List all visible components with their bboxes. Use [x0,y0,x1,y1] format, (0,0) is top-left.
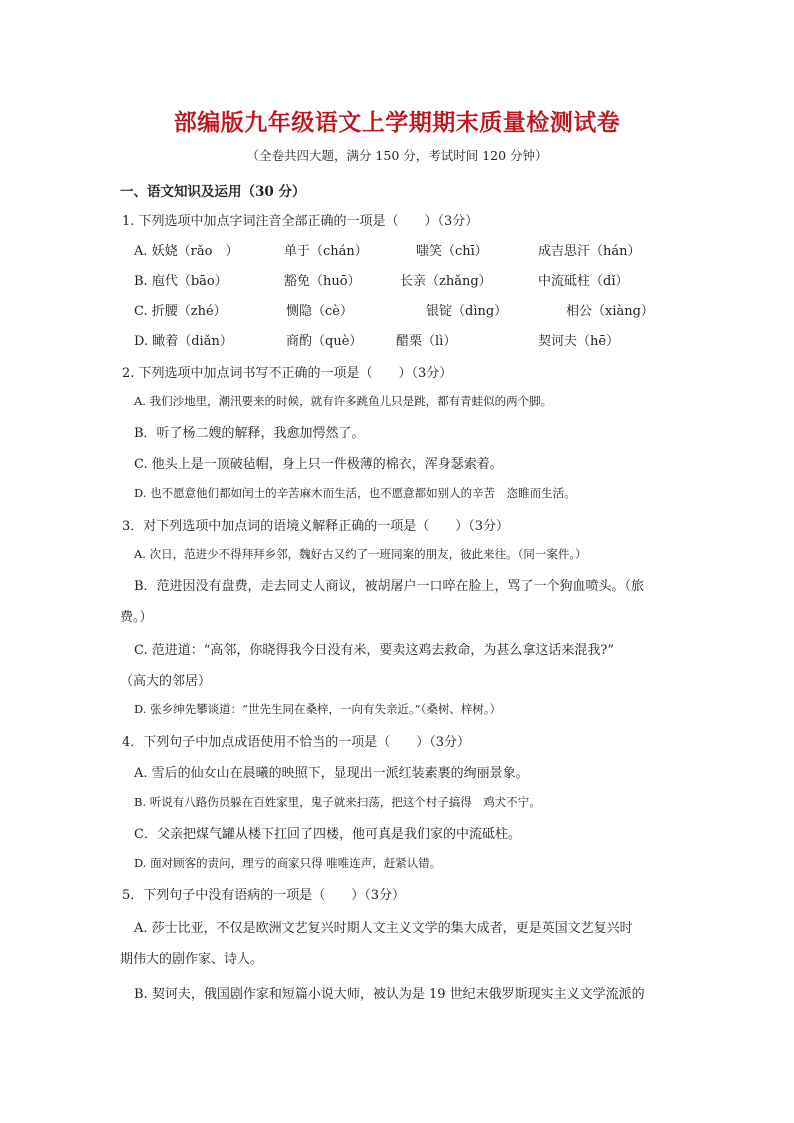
q2-option-a: A. 我们沙地里，潮汛要来的时候，就有许多跳鱼儿只是跳，都有青蛙似的两个脚。 [134,394,553,408]
q3-option-b-line2: 费。） [120,610,153,625]
q5-option-b-line1: B. 契诃夫，俄国剧作家和短篇小说大师，被认为是 19 世纪末俄罗斯现实主义文学流派的 [134,987,645,1002]
q1-b-2: 豁免（huō） [284,274,361,289]
q2-option-c: C. 他头上是一顶破毡帽，身上只一件极薄的棉衣，浑身瑟索着。 [134,457,503,472]
q5-option-a-line1: A. 莎士比亚，不仅是欧洲文艺复兴时期人文主义文学的集大成者，更是英国文艺复兴时 [134,921,633,936]
q4-option-d: D. 面对顾客的责问，理亏的商家只得 唯唯连声，赶紧认错。 [134,856,442,870]
question-1-stem: 1. 下列选项中加点字词注音全部正确的一项是（ ）（3分） [122,214,479,229]
q3-option-b-line1: B．范进因没有盘费，走去同丈人商议，被胡屠户一口啐在脸上，骂了一个狗血喷头。（旅 [134,579,645,594]
q3-option-d: D. 张乡绅先攀谈道：“世先生同在桑梓，一向有失亲近。”（桑树、梓树。） [134,702,502,716]
q1-b-1: B. 庖代（bāo） [134,274,228,289]
q1-b-4: 中流砥柱（dǐ） [538,274,629,289]
q1-c-2: 恻隐（cè） [286,304,353,319]
q1-a-4: 成吉思汗（hán） [538,244,641,259]
section-heading: 一、语文知识及运用（30 分） [120,184,306,200]
q1-d-1: D. 瞰着（diǎn） [134,334,233,349]
question-5-stem: 5．下列句子中没有语病的一项是（ ）（3分） [122,888,406,903]
q1-row-c [134,300,694,318]
q2-option-d: D. 也不愿意他们都如闰土的辛苦麻木而生活，也不愿意都如别人的辛苦 恣睢而生活。 [134,486,576,500]
page-title: 部编版九年级语文上学期期末质量检测试卷 [173,110,621,136]
q1-a-1: A. 妖娆（rǎo ） [134,244,239,259]
q3-option-c-line1: C. 范进道：“高邻，你晓得我今日没有米，要卖这鸡去救命，为甚么拿这话来混我?” [134,643,615,658]
page-subtitle: （全卷共四大题，满分 150 分，考试时间 120 分钟） [246,148,548,163]
q1-d-3: 醋栗（lì） [396,334,457,349]
q1-b-3: 长亲（zhǎng） [400,274,492,289]
q1-c-1: C. 折腰（zhé） [134,304,227,319]
question-4-stem: 4．下列句子中加点成语使用不恰当的一项是（ ）（3分） [122,735,471,750]
q1-a-2: 单于（chán） [284,244,368,259]
q4-option-c: C．父亲把煤气罐从楼下扛回了四楼，他可真是我们家的中流砥柱。 [134,827,521,842]
q1-row-b [134,270,694,288]
q3-option-c-line2: （高大的邻居） [120,674,212,689]
question-2-stem: 2. 下列选项中加点词书写不正确的一项是（ ）（3分） [122,366,453,381]
q2-option-b: B．听了杨二嫂的解释，我愈加愕然了。 [134,426,365,441]
q5-option-a-line2: 期伟大的剧作家、诗人。 [120,952,264,967]
q3-option-a: A. 次日，范进少不得拜拜乡邻，魏好古又约了一班同案的朋友，彼此来往。（同一案件。） [134,547,587,561]
q1-row-d [134,330,694,348]
q1-d-2: 商酌（què） [286,334,363,349]
q1-c-3: 银锭（dìng） [426,304,508,319]
q4-option-b: B. 听说有八路伤员躲在百姓家里，鬼子就来扫荡，把这个村子搞得 鸡犬不宁。 [134,795,541,809]
q1-row-a [134,240,694,258]
q4-option-a: A. 雪后的仙女山在晨曦的映照下，显现出一派红装素裹的绚丽景象。 [134,766,529,781]
q1-a-3: 嗤笑（chī） [416,244,488,259]
question-3-stem: 3．对下列选项中加点词的语境义解释正确的一项是（ ）（3分） [122,519,510,534]
q1-d-4: 契诃夫（hē） [538,334,620,349]
q1-c-4: 相公（xiàng） [566,304,654,319]
